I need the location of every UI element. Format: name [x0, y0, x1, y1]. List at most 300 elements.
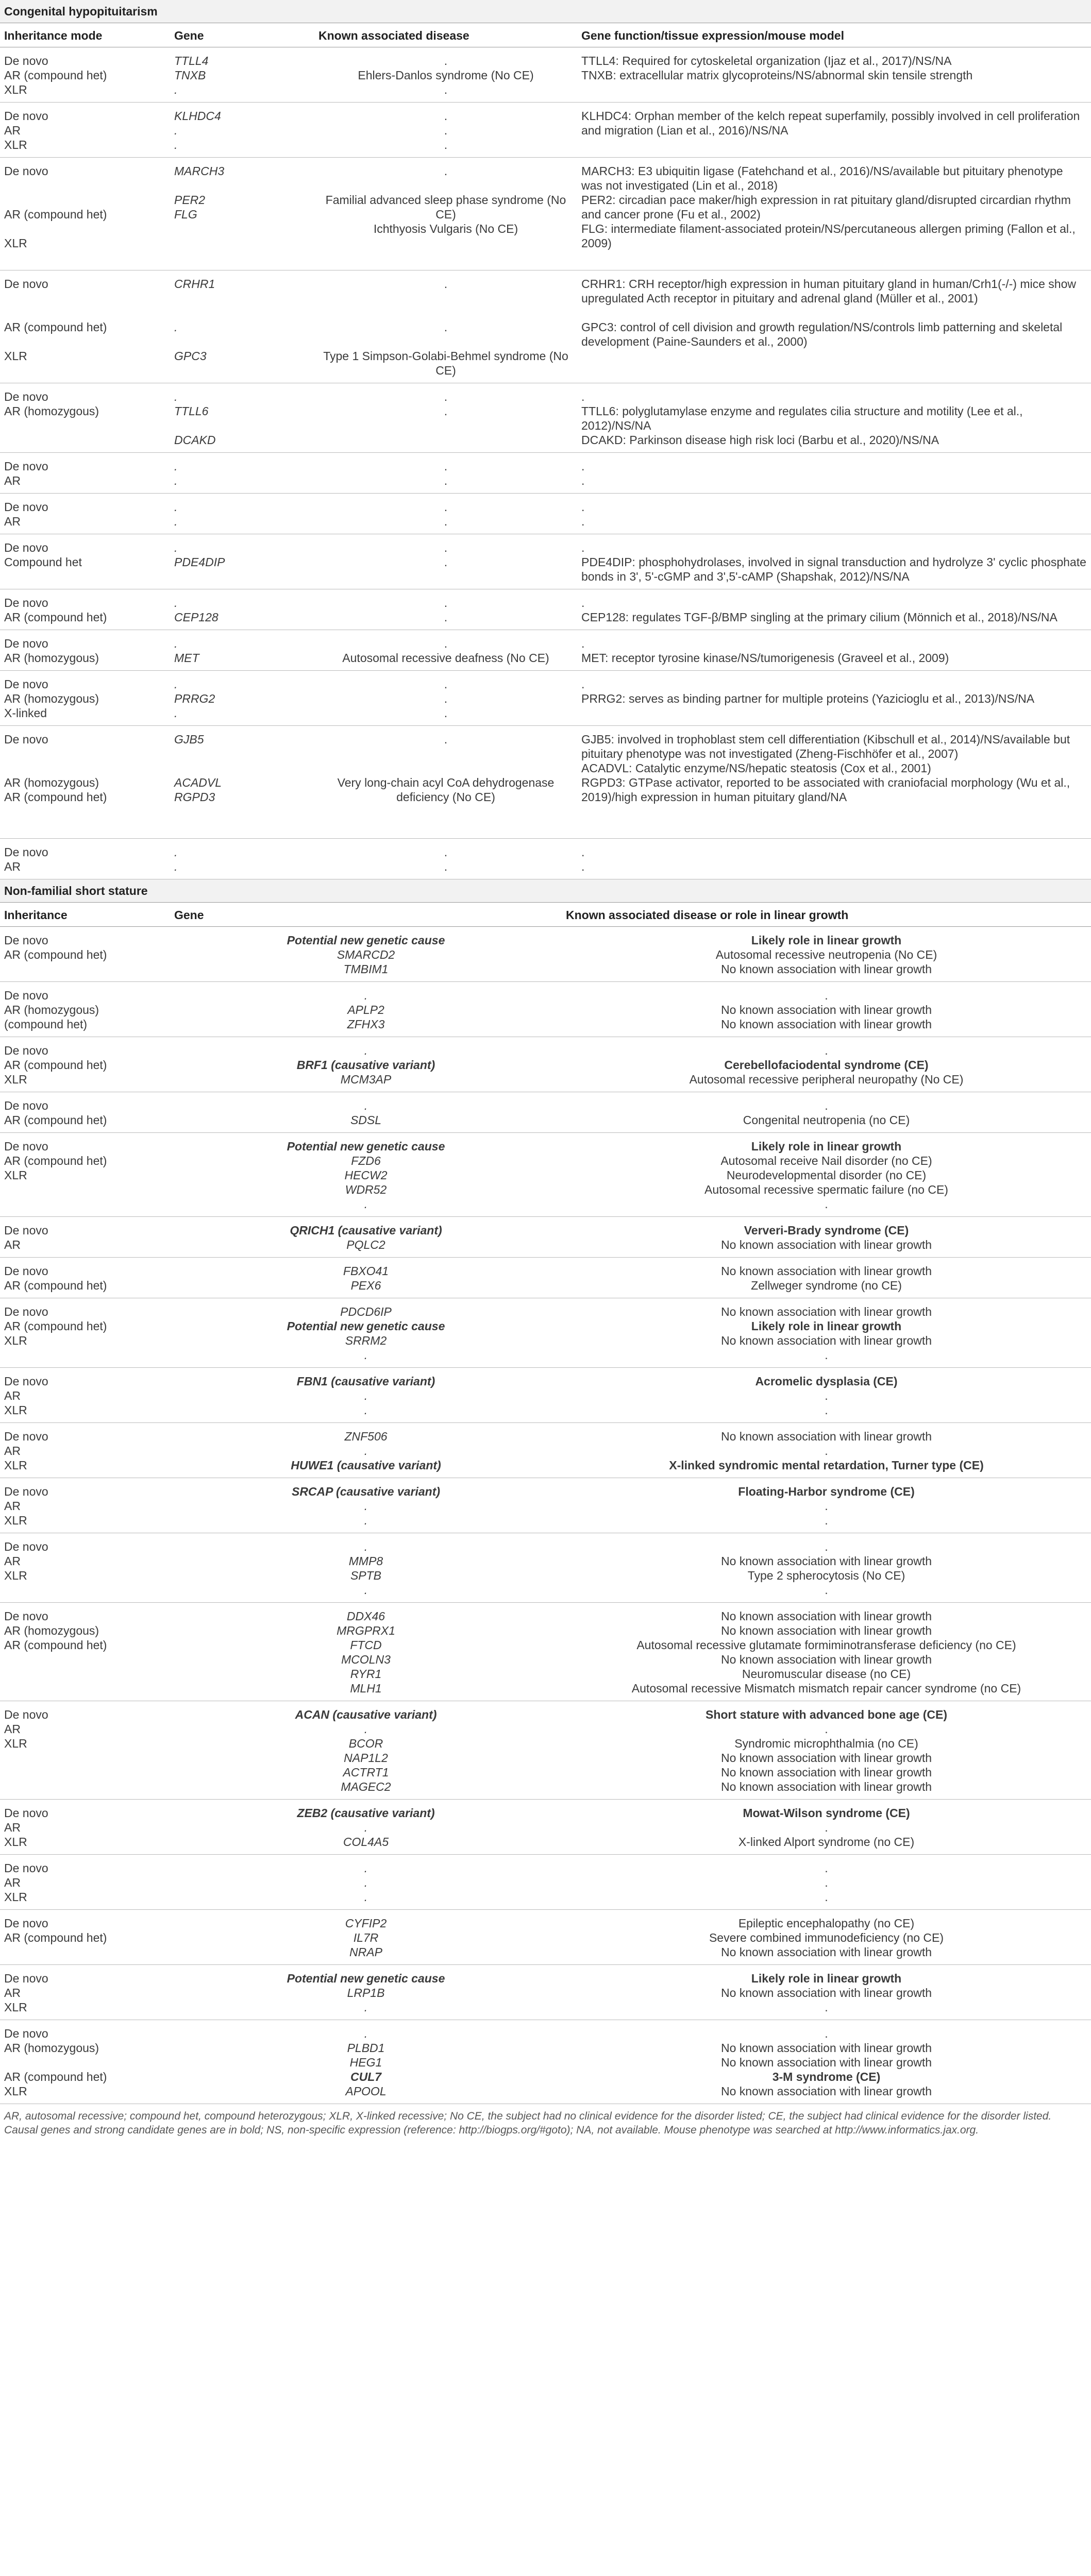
inheritance-cell-line: XLR: [4, 349, 27, 363]
disease-cell: [562, 1133, 1091, 1217]
function-cell: [577, 726, 1091, 839]
inheritance-cell-line: De novo: [4, 460, 48, 473]
gene-line: NRAP: [349, 1945, 382, 1959]
inheritance-cell-line: De novo: [4, 845, 48, 859]
function-cell-line: GJB5: involved in trophoblast stem cell differentiation (Kibschull et al., 2014)/NS/available but pituitary phenotype was not investigated (Zheng-Fischhöfer et al., 2007): [581, 733, 1070, 760]
disease-line: No known association with linear growth: [720, 2041, 932, 2055]
col-header-disease: Known associated disease: [314, 23, 577, 47]
disease-cell-line: .: [444, 733, 448, 746]
inheritance-cell: [0, 1133, 170, 1217]
gene-line: ZNF506: [344, 1430, 388, 1443]
disease-cell: [562, 2020, 1091, 2104]
function-cell-line: KLHDC4: Orphan member of the kelch repeat superfamily, possibly involved in cell proliferation and migration (Lian et al., 2016)/NS/NA: [581, 109, 1080, 137]
disease-line: No known association with linear growth: [720, 1751, 932, 1765]
gene-cell-line: .: [174, 83, 178, 96]
gene-cell-line: .: [174, 706, 178, 720]
gene-cell: [170, 270, 314, 383]
gene-line: QRICH1 (causative variant): [290, 1224, 442, 1237]
inheritance-line: XLR: [4, 1737, 27, 1750]
inheritance-line: De novo: [4, 934, 48, 947]
inheritance-cell: [0, 1037, 170, 1092]
disease-cell: [562, 1478, 1091, 1533]
inheritance-cell: [0, 671, 170, 726]
col-header-disease: Known associated disease or role in linear growth: [562, 903, 1091, 927]
gene-line: .: [364, 1514, 368, 1527]
disease-cell-line: [318, 819, 573, 833]
inheritance-cell-line: De novo: [4, 277, 48, 291]
gene-line: MMP8: [348, 1554, 383, 1568]
function-cell: [577, 589, 1091, 630]
inheritance-line: De novo: [4, 1305, 48, 1318]
disease-line: .: [825, 1540, 828, 1553]
disease-line: 3-M syndrome (CE): [772, 2070, 881, 2083]
gene-line: .: [364, 1403, 368, 1417]
header-row: [0, 903, 1091, 927]
inheritance-cell: [0, 1298, 170, 1368]
disease-line: No known association with linear growth: [720, 1305, 932, 1318]
inheritance-cell: [0, 630, 170, 671]
inheritance-line: [4, 1780, 166, 1794]
gene-cell: [170, 103, 314, 158]
function-cell-line: .: [581, 677, 585, 691]
disease-line: .: [825, 1821, 828, 1834]
gene-cell-line: .: [174, 860, 178, 873]
gene-cell-line: [174, 291, 310, 306]
disease-cell-line: .: [444, 54, 448, 67]
disease-cell-line: [318, 236, 573, 250]
function-cell-line: .: [581, 500, 585, 514]
disease-line: No known association with linear growth: [720, 1653, 932, 1666]
inheritance-cell-line: [4, 291, 166, 306]
disease-cell-line: Ehlers-Danlos syndrome (No CE): [358, 69, 534, 82]
inheritance-line: AR (compound het): [4, 1279, 107, 1292]
gene-cell: [170, 534, 314, 589]
disease-line: No known association with linear growth: [720, 1003, 932, 1016]
gene-line: ACAN (causative variant): [295, 1708, 437, 1721]
inheritance-line: De novo: [4, 1806, 48, 1820]
gene-cell: [170, 2020, 562, 2104]
gene-cell: [170, 1092, 562, 1133]
inheritance-cell-line: AR (compound het): [4, 790, 107, 804]
function-cell-line: GPC3: control of cell division and growth regulation/NS/controls limb patterning and skeletal development (Paine-Saunders et al., 2000): [581, 320, 1063, 348]
disease-cell-line: .: [444, 611, 448, 624]
gene-cell-line: .: [174, 138, 178, 151]
inheritance-line: De novo: [4, 1540, 48, 1553]
disease-line: Likely role in linear growth: [751, 1972, 902, 1985]
inheritance-cell-line: AR (homozygous): [4, 776, 99, 789]
inheritance-cell: [0, 927, 170, 982]
inheritance-cell-line: [4, 306, 166, 320]
gene-cell: [170, 1258, 562, 1298]
inheritance-cell-line: [4, 747, 166, 761]
inheritance-line: [4, 962, 166, 976]
disease-cell: [562, 1217, 1091, 1258]
gene-cell-line: .: [174, 845, 178, 859]
gene-line: FBXO41: [343, 1264, 389, 1278]
gene-cell-line: .: [174, 390, 178, 403]
disease-line: Autosomal recessive glutamate formiminotransferase deficiency (no CE): [636, 1638, 1016, 1652]
gene-line: Potential new genetic cause: [287, 934, 445, 947]
gene-line: .: [364, 1890, 368, 1904]
gene-line: .: [364, 1876, 368, 1889]
disease-line: .: [825, 2001, 828, 2014]
inheritance-line: AR (compound het): [4, 1638, 107, 1652]
gene-cell-line: PDE4DIP: [174, 555, 225, 569]
inheritance-cell-line: De novo: [4, 390, 48, 403]
gene-line: MRGPRX1: [337, 1624, 395, 1637]
disease-line: .: [825, 1499, 828, 1513]
inheritance-line: [4, 1182, 166, 1197]
gene-cell-line: .: [174, 500, 178, 514]
gene-line: .: [364, 1197, 368, 1211]
disease-line: X-linked Alport syndrome (no CE): [738, 1835, 915, 1849]
disease-cell: [562, 982, 1091, 1037]
inheritance-cell: [0, 982, 170, 1037]
gene-cell-line: .: [174, 460, 178, 473]
disease-cell-line: .: [444, 164, 448, 178]
gene-cell: [170, 1800, 562, 1855]
disease-cell-line: Autosomal recessive deafness (No CE): [342, 651, 549, 665]
disease-cell-line: Very long-chain acyl CoA dehydrogenase deficiency (No CE): [337, 776, 555, 804]
gene-line: FTCD: [350, 1638, 382, 1652]
gene-cell-line: DCAKD: [174, 433, 216, 447]
table-row: [0, 1533, 1091, 1603]
inheritance-line: [4, 1751, 166, 1765]
disease-cell: [562, 1258, 1091, 1298]
disease-cell-line: .: [444, 138, 448, 151]
gene-cell: [170, 1037, 562, 1092]
inheritance-line: De novo: [4, 1485, 48, 1498]
inheritance-cell-line: De novo: [4, 541, 48, 554]
gene-cell-line: MET: [174, 651, 199, 665]
gene-line: SMARCD2: [337, 948, 395, 961]
function-cell: [577, 453, 1091, 494]
function-cell-line: DCAKD: Parkinson disease high risk loci (Barbu et al., 2020)/NS/NA: [581, 433, 939, 447]
inheritance-cell: [0, 158, 170, 270]
inheritance-line: [4, 1348, 166, 1362]
gene-cell: [170, 494, 314, 534]
gene-cell: [170, 630, 314, 671]
disease-line: .: [825, 1044, 828, 1057]
gene-line: PQLC2: [346, 1238, 385, 1251]
gene-cell-line: .: [174, 474, 178, 487]
inheritance-cell-line: AR (compound het): [4, 208, 107, 221]
disease-line: .: [825, 1861, 828, 1875]
function-cell-line: .: [581, 541, 585, 554]
disease-line: Zellweger syndrome (no CE): [751, 1279, 902, 1292]
disease-line: Likely role in linear growth: [751, 1140, 902, 1153]
table-row: [0, 1855, 1091, 1910]
disease-line: .: [825, 1514, 828, 1527]
inheritance-line: [4, 1667, 166, 1681]
inheritance-line: [4, 1197, 166, 1211]
function-cell-line: TNXB: extracellular matrix glycoproteins/NS/abnormal skin tensile strength: [581, 69, 973, 82]
disease-line: Neurodevelopmental disorder (no CE): [726, 1168, 927, 1182]
disease-cell-line: [318, 804, 573, 819]
disease-cell: [314, 494, 577, 534]
function-cell: [577, 494, 1091, 534]
gene-line: FZD6: [351, 1154, 381, 1167]
gene-cell-line: GPC3: [174, 349, 207, 363]
inheritance-line: AR: [4, 1389, 21, 1402]
gene-cell-line: CEP128: [174, 611, 219, 624]
gene-line: SPTB: [350, 1569, 382, 1582]
inheritance-cell-line: XLR: [4, 138, 27, 151]
gene-cell: [170, 1133, 562, 1217]
table-row: [0, 630, 1091, 671]
gene-line: ZFHX3: [347, 1018, 385, 1031]
gene-cell-line: PRRG2: [174, 692, 215, 705]
gene-line: ZEB2 (causative variant): [297, 1806, 435, 1820]
disease-line: .: [825, 1099, 828, 1112]
disease-cell-line: .: [444, 677, 448, 691]
inheritance-cell-line: AR: [4, 124, 21, 137]
disease-line: Autosomal recessive peripheral neuropathy (No CE): [689, 1073, 964, 1086]
table-row: [0, 270, 1091, 383]
gene-cell-line: [174, 178, 310, 193]
inheritance-cell-line: [4, 418, 166, 433]
disease-cell-line: .: [444, 845, 448, 859]
disease-line: Autosomal recessive Mismatch mismatch repair cancer syndrome (no CE): [631, 1682, 1021, 1695]
disease-line: Floating-Harbor syndrome (CE): [738, 1485, 915, 1498]
gene-line: .: [364, 2001, 368, 2014]
gene-line: .: [364, 1583, 368, 1597]
disease-line: X-linked syndromic mental retardation, Turner type (CE): [669, 1459, 984, 1472]
disease-line: .: [825, 1389, 828, 1402]
gene-cell-line: [174, 306, 310, 320]
inheritance-line: AR (compound het): [4, 1931, 107, 1944]
inheritance-cell: [0, 1603, 170, 1701]
inheritance-cell-line: XLR: [4, 83, 27, 96]
function-cell-line: PRRG2: serves as binding partner for multiple proteins (Yazicioglu et al., 2013)/NS/NA: [581, 692, 1035, 705]
table-row: [0, 103, 1091, 158]
inheritance-line: XLR: [4, 1073, 27, 1086]
inheritance-line: XLR: [4, 1459, 27, 1472]
gene-line: APLP2: [347, 1003, 384, 1016]
inheritance-line: AR: [4, 1444, 21, 1458]
disease-line: No known association with linear growth: [720, 2084, 932, 2098]
gene-cell-line: .: [174, 320, 178, 334]
disease-line: Epileptic encephalopathy (no CE): [738, 1917, 915, 1930]
gene-cell-line: .: [174, 541, 178, 554]
disease-cell: [562, 1037, 1091, 1092]
table-row: [0, 1478, 1091, 1533]
inheritance-cell: [0, 1092, 170, 1133]
gene-cell: [170, 927, 562, 982]
disease-cell: [562, 1800, 1091, 1855]
gene-cell: [170, 1368, 562, 1423]
function-cell: [577, 630, 1091, 671]
inheritance-cell-line: [4, 178, 166, 193]
inheritance-line: [4, 1583, 166, 1597]
table-row: [0, 1603, 1091, 1701]
disease-cell: [314, 630, 577, 671]
disease-line: .: [825, 1348, 828, 1362]
inheritance-cell-line: De novo: [4, 637, 48, 650]
table-row: [0, 1258, 1091, 1298]
footnote-row: [0, 2104, 1091, 2138]
inheritance-line: De novo: [4, 1430, 48, 1443]
inheritance-cell-line: XLR: [4, 236, 27, 250]
disease-cell: [314, 383, 577, 453]
inheritance-cell: [0, 1965, 170, 2020]
disease-line: .: [825, 2027, 828, 2040]
inheritance-cell-line: [4, 433, 166, 447]
table-row: [0, 1092, 1091, 1133]
gene-line: SRCAP (causative variant): [291, 1485, 441, 1498]
disease-line: Autosomal receive Nail disorder (no CE): [720, 1154, 932, 1167]
table-row: [0, 1298, 1091, 1368]
gene-line: PLBD1: [347, 2041, 385, 2055]
function-cell-line: .: [581, 637, 585, 650]
disease-cell: [314, 589, 577, 630]
gene-line: PDCD6IP: [340, 1305, 392, 1318]
function-cell-line: .: [581, 515, 585, 528]
gene-cell-line: TNXB: [174, 69, 206, 82]
gene-cell-line: [174, 222, 310, 236]
gene-cell: [170, 671, 314, 726]
inheritance-cell-line: De novo: [4, 677, 48, 691]
gene-cell-line: TTLL4: [174, 54, 209, 67]
col-header-gene: Gene: [170, 23, 314, 47]
inheritance-line: AR (compound het): [4, 2070, 107, 2083]
col-header-inheritance: Inheritance mode: [0, 23, 170, 47]
gene-line: PEX6: [350, 1279, 381, 1292]
disease-line: Severe combined immunodeficiency (no CE): [709, 1931, 944, 1944]
gene-line: MCM3AP: [340, 1073, 392, 1086]
disease-cell-line: .: [444, 390, 448, 403]
gene-line: NAP1L2: [344, 1751, 388, 1765]
disease-cell: [314, 453, 577, 494]
inheritance-line: AR: [4, 1876, 21, 1889]
disease-line: No known association with linear growth: [720, 1238, 932, 1251]
disease-line: No known association with linear growth: [720, 1945, 932, 1959]
inheritance-line: AR (compound het): [4, 1058, 107, 1072]
disease-cell: [314, 103, 577, 158]
gene-line: ACTRT1: [343, 1766, 389, 1779]
gene-line: .: [364, 1389, 368, 1402]
table-row: [0, 589, 1091, 630]
disease-cell: [314, 47, 577, 103]
inheritance-line: De novo: [4, 1224, 48, 1237]
disease-cell-line: [318, 250, 573, 265]
gene-line: TMBIM1: [343, 962, 389, 976]
disease-line: No known association with linear growth: [720, 1430, 932, 1443]
table-row: [0, 2020, 1091, 2104]
inheritance-cell: [0, 1855, 170, 1910]
table-row: [0, 1133, 1091, 1217]
inheritance-line: XLR: [4, 1514, 27, 1527]
disease-line: Short stature with advanced bone age (CE): [705, 1708, 948, 1721]
gene-line: WDR52: [345, 1183, 387, 1196]
inheritance-cell-line: De novo: [4, 54, 48, 67]
disease-line: Likely role in linear growth: [751, 1319, 902, 1333]
inheritance-cell: [0, 534, 170, 589]
function-cell-line: RGPD3: GTPase activator, reported to be associated with craniofacial morphology (Wu et al., 2019)/high expression in human pituitary gland/NA: [581, 776, 1070, 804]
disease-cell-line: [318, 418, 573, 433]
gene-cell-line: .: [174, 677, 178, 691]
inheritance-cell-line: AR (compound het): [4, 611, 107, 624]
inheritance-cell-line: [4, 334, 166, 349]
disease-line: .: [825, 1722, 828, 1736]
function-cell: [577, 383, 1091, 453]
gene-cell-line: [174, 334, 310, 349]
disease-line: No known association with linear growth: [720, 2056, 932, 2069]
inheritance-line: XLR: [4, 1835, 27, 1849]
function-cell-line: CRHR1: CRH receptor/high expression in human pituitary gland in human/Crh1(-/-) mice show upregulated Acth receptor in pituitary and adrenal gland (Müller et al., 2001): [581, 277, 1077, 305]
inheritance-line: AR: [4, 1238, 21, 1251]
section-title: Non-familial short stature: [0, 879, 1091, 903]
inheritance-cell: [0, 1217, 170, 1258]
table-row: [0, 726, 1091, 839]
disease-cell-line: .: [444, 555, 448, 569]
table-row: [0, 927, 1091, 982]
gene-cell: [170, 47, 314, 103]
function-cell-line: [581, 306, 1087, 320]
table-row: [0, 1965, 1091, 2020]
gene-cell-line: CRHR1: [174, 277, 215, 291]
disease-line: .: [825, 1583, 828, 1597]
disease-cell: [562, 1092, 1091, 1133]
disease-line: No known association with linear growth: [720, 1780, 932, 1793]
function-cell-line: .: [581, 845, 585, 859]
disease-cell-line: Ichthyosis Vulgaris (No CE): [373, 222, 518, 235]
gene-line: .: [364, 989, 368, 1002]
disease-cell: [314, 534, 577, 589]
disease-cell: [314, 671, 577, 726]
inheritance-line: AR: [4, 1499, 21, 1513]
gene-cell-line: [174, 804, 310, 819]
inheritance-line: AR (compound het): [4, 1154, 107, 1167]
inheritance-cell: [0, 453, 170, 494]
disease-cell-line: .: [444, 515, 448, 528]
inheritance-line: De novo: [4, 1861, 48, 1875]
gene-cell-line: FLG: [174, 208, 197, 221]
disease-line: No known association with linear growth: [720, 1018, 932, 1031]
function-cell-line: .: [581, 474, 585, 487]
inheritance-line: De novo: [4, 1099, 48, 1112]
gene-cell-line: MARCH3: [174, 164, 225, 178]
inheritance-cell-line: [4, 222, 166, 236]
gene-cell: [170, 1298, 562, 1368]
function-cell-line: .: [581, 596, 585, 609]
disease-cell: [314, 158, 577, 270]
inheritance-cell: [0, 1910, 170, 1965]
disease-cell: [314, 839, 577, 879]
disease-cell: [562, 1701, 1091, 1800]
disease-cell-line: .: [444, 277, 448, 291]
disease-line: .: [825, 1876, 828, 1889]
gene-line: .: [364, 1444, 368, 1458]
gene-line: BRF1 (causative variant): [296, 1058, 435, 1072]
gene-cell: [170, 1478, 562, 1533]
function-cell-line: .: [581, 390, 585, 403]
inheritance-cell: [0, 383, 170, 453]
inheritance-cell-line: [4, 804, 166, 819]
gene-cell-line: PER2: [174, 193, 206, 207]
table-row: [0, 839, 1091, 879]
table-row: [0, 1701, 1091, 1800]
gene-line: .: [364, 1540, 368, 1553]
inheritance-cell: [0, 589, 170, 630]
function-cell-line: CEP128: regulates TGF-β/BMP singling at the primary cilium (Mönnich et al., 2018)/NS/NA: [581, 611, 1058, 624]
table-row: [0, 1217, 1091, 1258]
gene-line: Potential new genetic cause: [287, 1319, 445, 1333]
gene-cell-line: .: [174, 515, 178, 528]
disease-cell-line: [318, 291, 573, 306]
gene-line: BCOR: [348, 1737, 383, 1750]
gene-line: APOOL: [345, 2084, 387, 2098]
